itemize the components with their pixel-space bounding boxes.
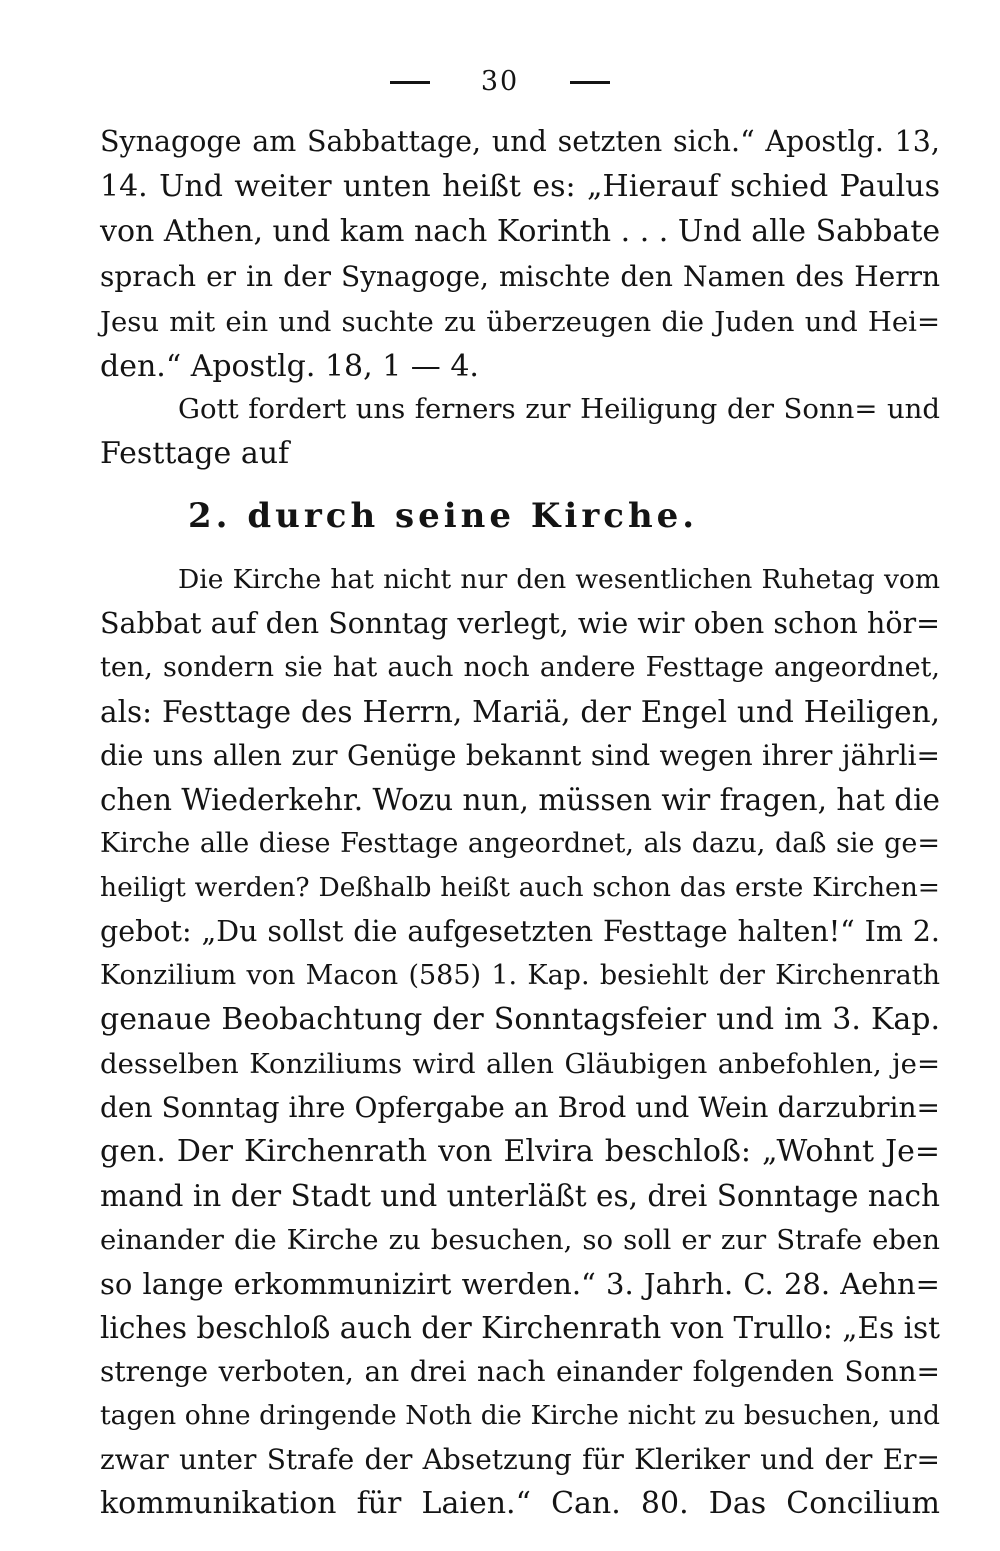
text-line: Die Kirche hat nicht nur den wesentlichen Ruhetag vom (178, 564, 940, 595)
text-line: den Sonntag ihre Opfergabe an Brod und Wein darzubrin= (100, 1091, 940, 1124)
text-line: tagen ohne dringende Noth die Kirche nicht zu besuchen, und (100, 1400, 940, 1431)
text-line: Jesu mit ein und suchte zu überzeugen die Juden und Hei= (100, 306, 940, 338)
section-heading: 2. durch seine Kirche. (188, 496, 699, 536)
text-line: Kirche alle diese Festtage angeordnet, als dazu, daß sie ge= (100, 828, 940, 859)
text-line: Sabbat auf den Sonntag verlegt, wie wir oben schon hör= (100, 607, 940, 640)
text-line: Synagoge am Sabbattage, und setzten sich.“ Apostlg. 13, (100, 125, 940, 158)
text-line: 14. Und weiter unten heißt es: „Hierauf schied Paulus (100, 169, 940, 204)
text-line: den.“ Apostlg. 18, 1 — 4. (100, 349, 479, 384)
text-line: heiligt werden? Deßhalb heißt auch schon das erste Kirchen= (100, 872, 940, 903)
text-line: Gott fordert uns ferners zur Heiligung der Sonn= und (178, 393, 940, 425)
text-line: einander die Kirche zu besuchen, so soll er zur Strafe eben (100, 1224, 940, 1256)
text-line: Festtage auf (100, 436, 290, 471)
page-header (0, 66, 1000, 97)
text-line: zwar unter Strafe der Absetzung für Kleriker und der Er= (100, 1443, 940, 1476)
text-line: liches beschloß auch der Kirchenrath von Trullo: „Es ist (100, 1311, 940, 1345)
text-line: sprach er in der Synagoge, mischte den Namen des Herrn (100, 260, 940, 293)
text-line: kommunikation für Laien.“ Can. 80. Das Concilium (100, 1486, 940, 1521)
text-line: strenge verboten, an drei nach einander folgenden Sonn= (100, 1355, 940, 1388)
header-dash-left (390, 81, 430, 84)
header-dash-right (570, 81, 610, 84)
text-line: chen Wiederkehr. Wozu nun, müssen wir fragen, hat die (100, 783, 940, 817)
text-line: die uns allen zur Genüge bekannt sind wegen ihrer jährli= (100, 739, 940, 772)
page-number: 30 (480, 66, 520, 97)
text-line: so lange erkommunizirt werden.“ 3. Jahrh. C. 28. Aehn= (100, 1267, 940, 1301)
text-line: gen. Der Kirchenrath von Elvira beschloß: „Wohnt Je= (100, 1134, 940, 1169)
text-line: mand in der Stadt und unterläßt es, drei Sonntage nach (100, 1179, 940, 1213)
text-line: Konzilium von Macon (585) 1. Kap. besiehlt der Kirchenrath (100, 960, 940, 991)
text-line: genaue Beobachtung der Sonntagsfeier und im 3. Kap. (100, 1002, 940, 1037)
text-line: gebot: „Du sollst die aufgesetzten Festtage halten!“ Im 2. (100, 915, 940, 948)
text-line: ten, sondern sie hat auch noch andere Festtage angeordnet, (100, 652, 940, 683)
text-line: von Athen, und kam nach Korinth . . . Und alle Sabbate (100, 214, 941, 249)
text-line: als: Festtage des Herrn, Mariä, der Engel und Heiligen, (100, 695, 940, 729)
text-line: desselben Konziliums wird allen Gläubigen anbefohlen, je= (100, 1048, 940, 1080)
